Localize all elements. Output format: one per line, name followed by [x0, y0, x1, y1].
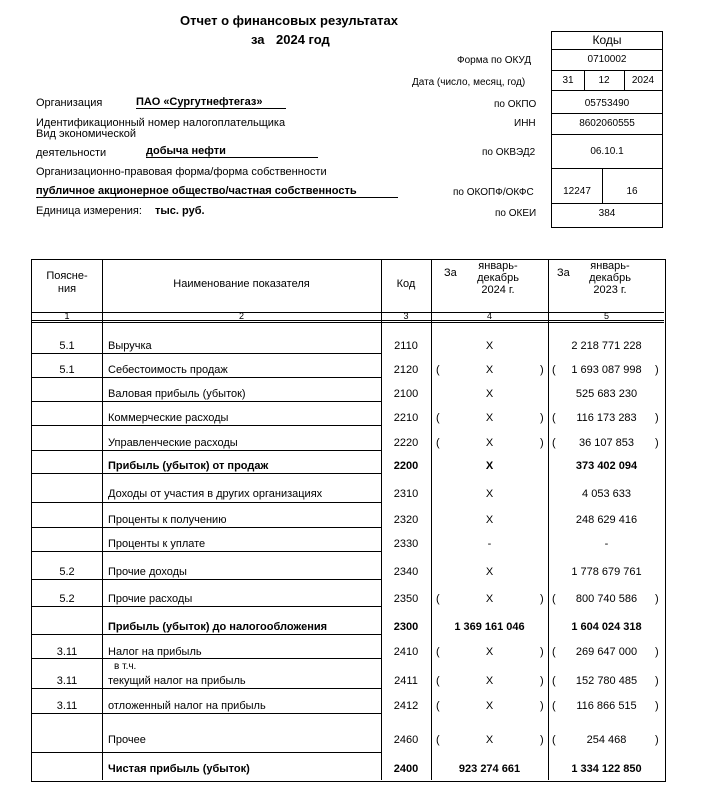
row-value-2024: X [485, 566, 494, 578]
row-value-2024: X [485, 734, 494, 746]
row-name: Прибыль (убыток) до налогообложения [108, 621, 328, 633]
row-separator [102, 688, 381, 689]
row-code: 2100 [393, 388, 419, 400]
row-code: 2340 [393, 566, 419, 578]
row-value-2023: 2 218 771 228 [571, 340, 642, 352]
row-separator [32, 752, 102, 753]
parenthesis-mark: ) [540, 412, 544, 424]
okei-code: 384 [598, 208, 616, 219]
row-name: Прочее [108, 734, 146, 746]
row-value-2024: X [485, 340, 494, 352]
row-value-2023: 4 053 633 [582, 488, 631, 500]
row-separator [102, 658, 381, 659]
org-name: ПАО «Сургутнефтегаз» [136, 96, 286, 109]
parenthesis-mark: ( [552, 593, 556, 605]
parenthesis-mark: ) [655, 734, 659, 746]
row-name: Прибыль (убыток) от продаж [108, 460, 269, 472]
parenthesis-mark: ) [540, 593, 544, 605]
parenthesis-mark: ) [655, 437, 659, 449]
col-number-2: 2 [238, 311, 244, 321]
row-separator [32, 579, 102, 580]
inn-org-label: Идентификационный номер налогоплательщика [36, 117, 286, 129]
row-code: 2120 [393, 364, 419, 376]
row-name: Себестоимость продаж [108, 364, 228, 376]
parenthesis-mark: ) [540, 646, 544, 658]
parenthesis-mark: ( [552, 646, 556, 658]
row-value-2023: 254 468 [586, 734, 627, 746]
col-2023-header: январь- декабрь 2023 г. [589, 260, 631, 296]
row-note: 5.2 [59, 593, 75, 605]
row-code: 2412 [393, 700, 419, 712]
row-separator [102, 353, 381, 354]
parenthesis-mark: ( [436, 364, 440, 376]
row-separator [102, 425, 381, 426]
row-value-2023: 373 402 094 [575, 460, 638, 472]
row-value-2024: - [487, 538, 492, 550]
parenthesis-mark: ( [552, 675, 556, 687]
row-code: 2410 [393, 646, 419, 658]
financial-results-table [31, 259, 666, 782]
row-note: 5.2 [59, 566, 75, 578]
row-name: Проценты к получению [108, 514, 227, 526]
row-value-2023: 116 173 283 [576, 412, 637, 424]
unit-value: тыс. руб. [155, 205, 205, 217]
okopf-code: 12247 [563, 186, 591, 197]
row-value-2024: 923 274 661 [458, 763, 521, 775]
row-separator [32, 713, 102, 714]
row-value-2024: X [485, 364, 494, 376]
parenthesis-mark: ( [436, 437, 440, 449]
row-separator [32, 425, 102, 426]
row-name: Коммерческие расходы [108, 412, 229, 424]
parenthesis-mark: ( [552, 364, 556, 376]
parenthesis-mark: ( [436, 734, 440, 746]
row-note: 5.1 [59, 364, 75, 376]
org-label: Организация [36, 97, 103, 109]
row-code: 2330 [393, 538, 419, 550]
row-value-2024: X [485, 593, 494, 605]
row-value-2024: X [485, 514, 494, 526]
row-code: 2210 [393, 412, 419, 424]
parenthesis-mark: ) [655, 364, 659, 376]
row-note: 3.11 [56, 646, 78, 658]
row-separator [32, 527, 102, 528]
row-separator [102, 527, 381, 528]
parenthesis-mark: ( [436, 675, 440, 687]
row-name: отложенный налог на прибыль [108, 700, 266, 712]
okopf-label: по ОКОПФ/ОКФС [453, 187, 534, 198]
row-separator [102, 377, 381, 378]
row-name: Выручка [108, 340, 152, 352]
row-value-2024: X [485, 460, 494, 472]
row-code: 2350 [393, 593, 419, 605]
row-code: 2310 [393, 488, 419, 500]
date-year: 2024 [631, 75, 655, 86]
row-separator [32, 377, 102, 378]
row-separator [102, 634, 381, 635]
date-label: Дата (число, месяц, год) [412, 77, 526, 88]
row-name: Валовая прибыль (убыток) [108, 388, 246, 400]
row-separator [102, 579, 381, 580]
row-value-2023: 1 334 122 850 [571, 763, 642, 775]
row-value-2023: 1 693 087 998 [571, 364, 642, 376]
parenthesis-mark: ( [552, 700, 556, 712]
row-separator [32, 450, 102, 451]
parenthesis-mark: ( [436, 646, 440, 658]
parenthesis-mark: ( [552, 437, 556, 449]
row-code: 2220 [393, 437, 419, 449]
parenthesis-mark: ) [655, 646, 659, 658]
inn-code: 8602060555 [579, 118, 635, 129]
date-day: 31 [562, 75, 574, 86]
row-separator [102, 606, 381, 607]
col-code-header: Код [396, 278, 416, 290]
row-name-prefix: в т.ч. [114, 661, 137, 672]
row-code: 2110 [394, 340, 418, 352]
row-separator [32, 551, 102, 552]
parenthesis-mark: ( [436, 412, 440, 424]
parenthesis-mark: ) [540, 437, 544, 449]
row-name: Прочие доходы [108, 566, 187, 578]
report-period-year: 2024 год [276, 32, 330, 47]
okud-code: 0710002 [587, 54, 627, 65]
row-code: 2200 [393, 460, 419, 472]
codes-header: Коды [551, 31, 663, 50]
row-value-2023: 248 629 416 [575, 514, 638, 526]
row-separator [32, 401, 102, 402]
row-value-2023: 525 683 230 [575, 388, 638, 400]
row-code: 2411 [394, 675, 418, 687]
row-name: Прочие расходы [108, 593, 193, 605]
parenthesis-mark: ) [540, 734, 544, 746]
row-separator [32, 688, 102, 689]
row-value-2023: 1 604 024 318 [571, 621, 642, 633]
row-name: Налог на прибыль [108, 646, 202, 658]
activity-value: добыча нефти [146, 145, 318, 158]
col-2024-header: январь- декабрь 2024 г. [477, 260, 519, 296]
legal-form-value: публичное акционерное общество/частная собственность [36, 185, 398, 198]
col-2023-za: За [557, 267, 570, 279]
parenthesis-mark: ) [540, 364, 544, 376]
row-separator [32, 502, 102, 503]
row-code: 2460 [393, 734, 419, 746]
row-value-2023: - [604, 538, 609, 550]
okpo-code: 05753490 [584, 98, 630, 109]
parenthesis-mark: ) [655, 700, 659, 712]
parenthesis-mark: ) [655, 675, 659, 687]
row-value-2023: 269 647 000 [575, 646, 638, 658]
row-separator [102, 401, 381, 402]
parenthesis-mark: ( [552, 734, 556, 746]
row-code: 2320 [393, 514, 419, 526]
row-separator [32, 473, 102, 474]
parenthesis-mark: ) [540, 675, 544, 687]
row-name: Проценты к уплате [108, 538, 206, 550]
row-separator [102, 473, 381, 474]
report-title: Отчет о финансовых результатах [180, 13, 398, 28]
row-value-2023: 116 866 515 [576, 700, 637, 712]
row-value-2024: X [485, 675, 494, 687]
row-value-2024: X [485, 388, 494, 400]
row-note: 3.11 [56, 675, 78, 687]
col-name-header: Наименование показателя [173, 278, 310, 290]
row-separator [32, 634, 102, 635]
row-separator [102, 450, 381, 451]
row-name: Доходы от участия в других организациях [108, 488, 323, 500]
row-value-2024: X [485, 488, 494, 500]
row-code: 2300 [393, 621, 419, 633]
okved-code: 06.10.1 [590, 146, 624, 157]
col-number-3: 3 [403, 311, 409, 321]
parenthesis-mark: ( [436, 700, 440, 712]
codes-box [551, 31, 663, 228]
row-value-2024: X [485, 412, 494, 424]
parenthesis-mark: ) [655, 593, 659, 605]
row-note: 5.1 [59, 340, 75, 352]
row-separator [102, 502, 381, 503]
activity-label-1: Вид экономической [36, 128, 137, 140]
unit-label: Единица измерения: [36, 205, 142, 217]
parenthesis-mark: ) [540, 700, 544, 712]
col-2024-za: За [444, 267, 457, 279]
row-name: Чистая прибыль (убыток) [108, 763, 250, 775]
row-separator [32, 658, 102, 659]
report-period-label: за [251, 32, 265, 47]
row-value-2024: 1 369 161 046 [454, 621, 525, 633]
row-value-2023: 152 780 485 [575, 675, 638, 687]
row-separator [32, 353, 102, 354]
date-month: 12 [598, 75, 610, 86]
row-value-2023: 800 740 586 [575, 593, 638, 605]
col-number-1: 1 [64, 311, 70, 321]
col-notes-header: Поясне- ния [46, 270, 88, 295]
row-value-2023: 36 107 853 [578, 437, 635, 449]
col-number-5: 5 [603, 311, 609, 321]
row-value-2024: X [485, 700, 494, 712]
okei-label: по ОКЕИ [495, 208, 537, 219]
parenthesis-mark: ( [436, 593, 440, 605]
row-separator [102, 551, 381, 552]
row-value-2023: 1 778 679 761 [571, 566, 642, 578]
row-value-2024: X [485, 437, 494, 449]
row-code: 2400 [393, 763, 419, 775]
inn-label: ИНН [514, 118, 536, 129]
legal-form-label: Организационно-правовая форма/форма собственности [36, 166, 327, 178]
col-number-4: 4 [486, 311, 492, 321]
row-separator [102, 752, 381, 753]
parenthesis-mark: ( [552, 412, 556, 424]
row-name: Управленческие расходы [108, 437, 238, 449]
row-separator [32, 606, 102, 607]
row-name: текущий налог на прибыль [108, 675, 246, 687]
okud-label: Форма по ОКУД [457, 55, 532, 66]
okved-label: по ОКВЭД2 [482, 147, 536, 158]
parenthesis-mark: ) [655, 412, 659, 424]
row-separator [102, 713, 381, 714]
row-note: 3.11 [56, 700, 78, 712]
activity-label-2: деятельности [36, 147, 107, 159]
okfs-code: 16 [626, 186, 638, 197]
okpo-label: по ОКПО [494, 99, 537, 110]
row-value-2024: X [485, 646, 494, 658]
